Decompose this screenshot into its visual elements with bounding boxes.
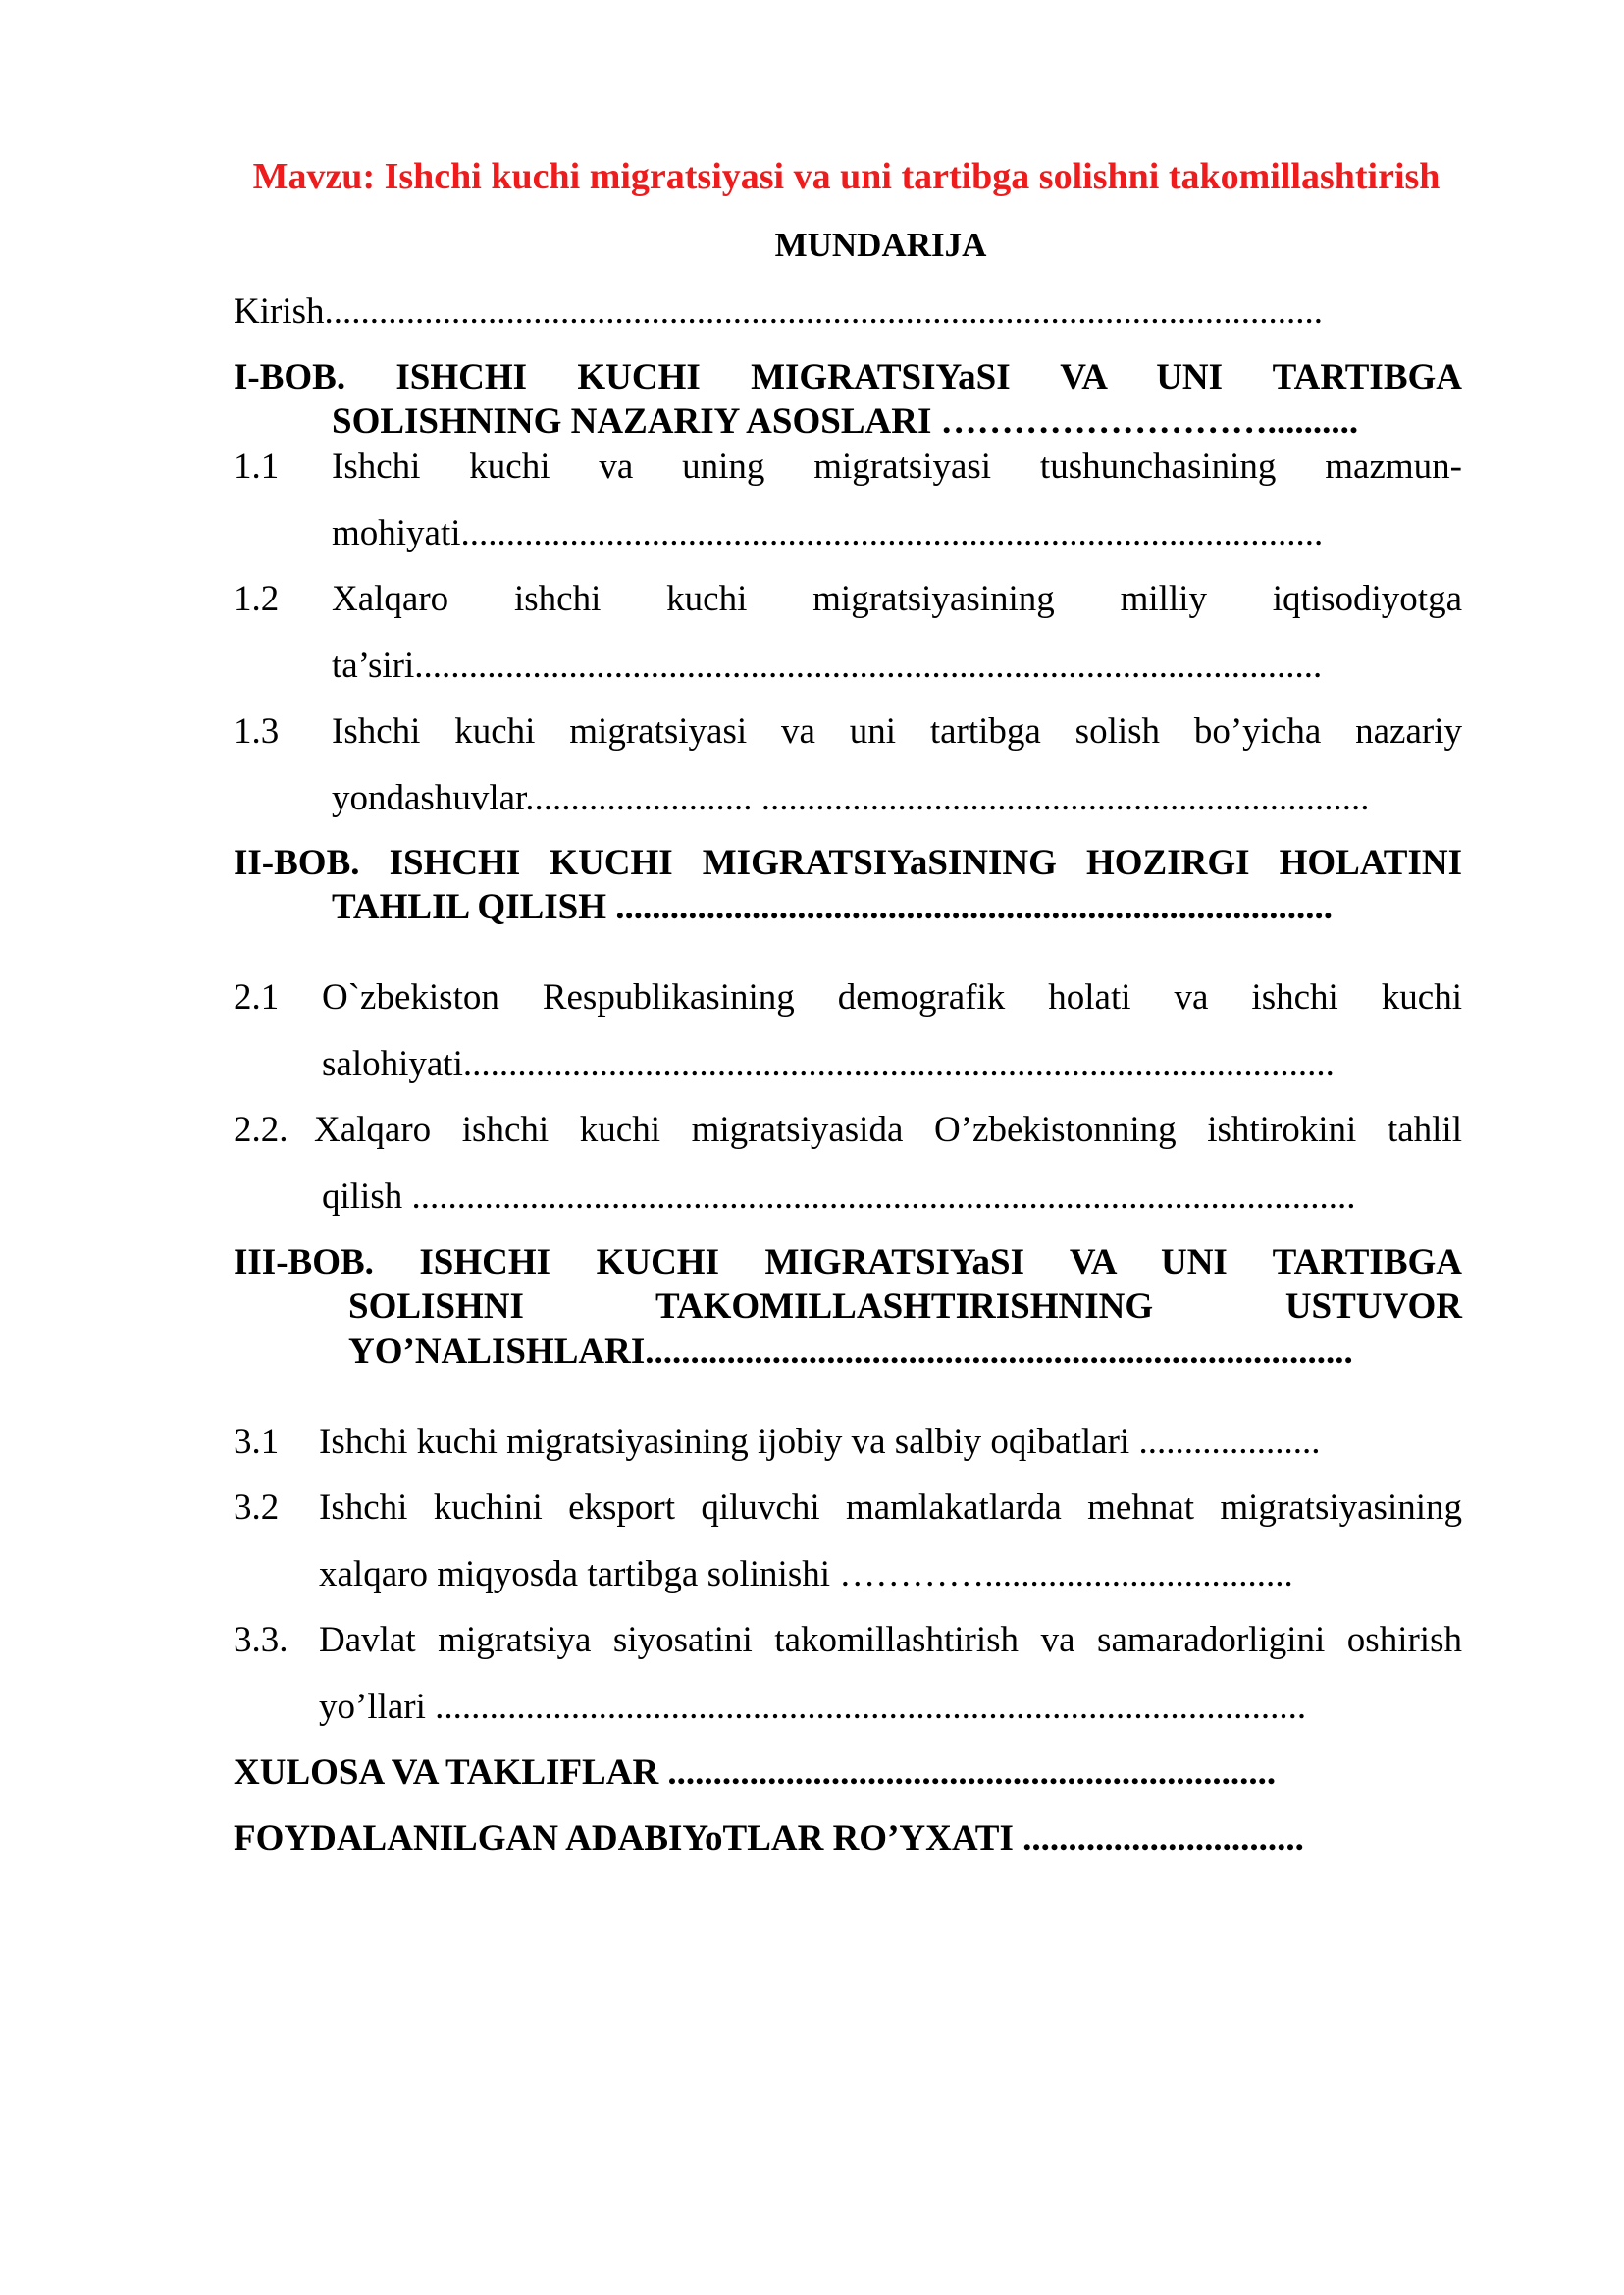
toc-s3-2-line1: Ishchi kuchini eksport qiluvchi mamlakatlarda mehnat migratsiyasining [319, 1487, 1462, 1528]
toc-s3-3-line2: yo’llari ................................................................................................ [319, 1687, 1307, 1727]
toc-s1-2-line1: Xalqaro ishchi kuchi migratsiyasining milliy iqtisodiyotga [332, 579, 1462, 619]
toc-s1-3-line2: yondashuvlar......................... ................................................................... [332, 778, 1370, 818]
toc-chapter1-line1: I-BOB. ISHCHI KUCHI MIGRATSIYaSI VA UNI TARTIBGA [234, 357, 1462, 397]
toc-chapter3-line3: YO’NALISHLARI.............................................................................. [348, 1331, 1353, 1372]
toc-chapter2-line1: II-BOB. ISHCHI KUCHI MIGRATSIYaSINING HOZIRGI HOLATINI [234, 843, 1462, 883]
toc-s2-2-line2: qilish ........................................................................................................ [322, 1176, 1356, 1217]
toc-s3-1-number: 3.1 [234, 1422, 280, 1462]
toc-s1-2-number: 1.2 [234, 579, 280, 619]
toc-chapter2-line2: TAHLIL QILISH ............................................................................... [332, 887, 1334, 927]
toc-s3-3-line1: Davlat migratsiya siyosatini takomillashtirish va samaradorligini oshirish [319, 1620, 1462, 1660]
toc-s2-1-line2: salohiyati................................................................................................ [322, 1044, 1335, 1084]
toc-s1-1-number: 1.1 [234, 446, 280, 487]
toc-s3-2-number: 3.2 [234, 1487, 280, 1528]
toc-references: FOYDALANILGAN ADABIYoTLAR RO’YXATI ............................... [234, 1818, 1304, 1858]
toc-s1-2-line2: ta’siri.................................................................................................... [332, 646, 1323, 686]
toc-s3-3-number: 3.3. [234, 1620, 288, 1660]
toc-s1-3-number: 1.3 [234, 711, 280, 752]
toc-intro: Kirish.............................................................................................................. [234, 291, 1323, 332]
toc-conclusion: XULOSA VA TAKLIFLAR ................................................................... [234, 1752, 1277, 1793]
toc-s1-1-line1: Ishchi kuchi va uning migratsiyasi tushunchasining mazmun- [332, 446, 1462, 487]
toc-s2-1-line1: O`zbekiston Respublikasining demografik holati va ishchi kuchi [322, 977, 1462, 1017]
toc-s2-2-number: 2.2. [234, 1110, 288, 1150]
toc-s2-1-number: 2.1 [234, 977, 280, 1017]
toc-s2-2-line1: Xalqaro ishchi kuchi migratsiyasida O’zbekistonning ishtirokini tahlil [314, 1110, 1462, 1150]
toc-chapter3-line2: SOLISHNI TAKOMILLASHTIRISHNING USTUVOR [348, 1286, 1462, 1327]
toc-chapter3-line1: III-BOB. ISHCHI KUCHI MIGRATSIYaSI VA UNI TARTIBGA [234, 1242, 1462, 1282]
toc-s1-1-line2: mohiyati............................................................................................... [332, 513, 1324, 553]
toc-s3-1-line1: Ishchi kuchi migratsiyasining ijobiy va salbiy oqibatlari .................... [319, 1422, 1321, 1462]
contents-heading: MUNDARIJA [774, 226, 987, 264]
toc-s1-3-line1: Ishchi kuchi migratsiyasi va uni tartibga solish bo’yicha nazariy [332, 711, 1462, 752]
document-topic: Mavzu: Ishchi kuchi migratsiyasi va uni tartibga solishni takomillashtirish [252, 156, 1441, 197]
toc-chapter1-line2: SOLISHNING NAZARIY ASOSLARI ……………………….......... [332, 401, 1359, 442]
toc-s3-2-line2: xalqaro miqyosda tartibga solinishi ………….................................. [319, 1554, 1293, 1594]
